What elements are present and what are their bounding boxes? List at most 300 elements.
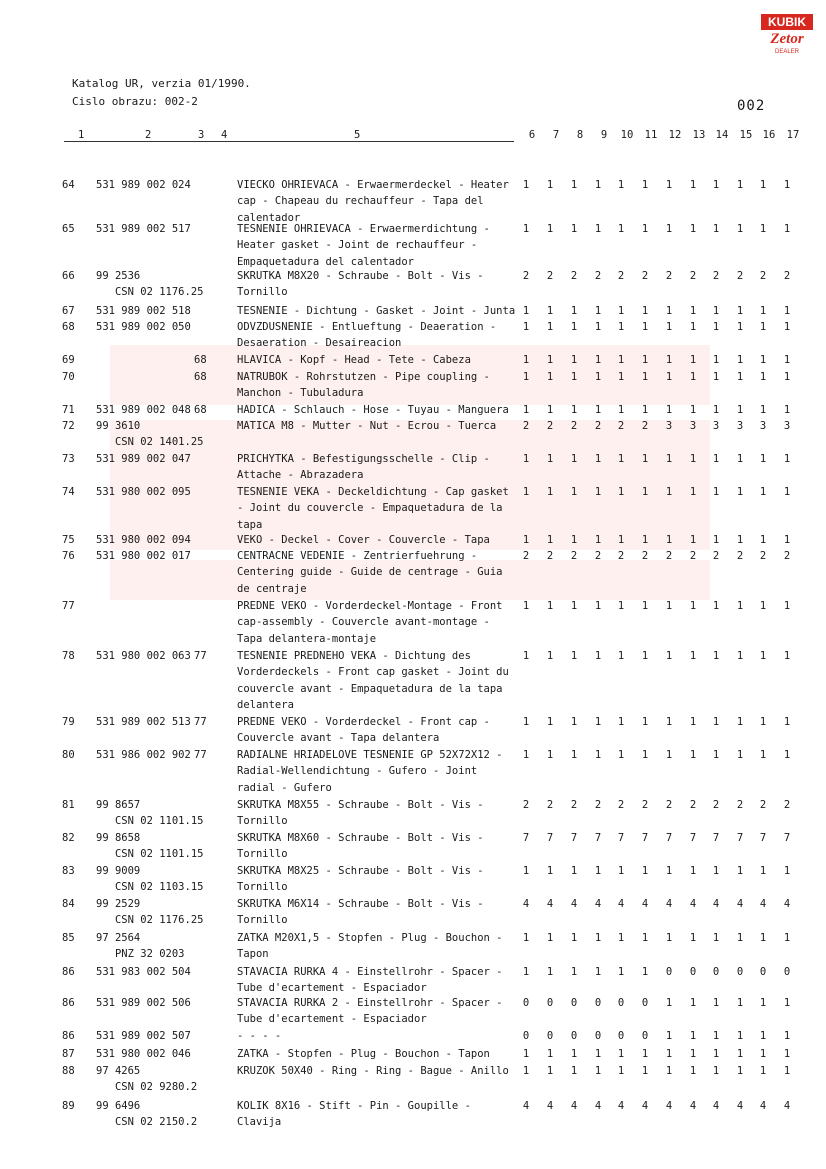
quantity-cell: 7 [665, 832, 673, 844]
quantity-cell: 4 [546, 898, 554, 910]
part-number: 99 2529 CSN 02 1176.25 [96, 898, 204, 927]
quantity-cell: 1 [522, 650, 530, 662]
quantity-cell: 1 [617, 600, 625, 612]
part-description: SKRUTKA M8X20 - Schraube - Bolt - Vis - Tornillo [237, 270, 484, 299]
quantity-cell: 2 [594, 270, 602, 282]
quantity-cell: 1 [759, 179, 767, 191]
part-description: VIECKO OHRIEVACA - Erwaermerdeckel - Heater cap - Chapeau du rechauffeur - Tapa del calentador [237, 179, 509, 224]
quantity-cell: 1 [783, 716, 791, 728]
quantity-cell: 1 [522, 179, 530, 191]
quantity-cell: 1 [641, 749, 649, 761]
quantity-cell: 1 [522, 371, 530, 383]
quantity-cell: 1 [759, 650, 767, 662]
quantity-cell: 3 [712, 420, 720, 432]
quantity-cell: 1 [689, 650, 697, 662]
position-number: 77 [62, 600, 75, 612]
quantity-cell: 1 [736, 404, 744, 416]
part-number: 531 980 002 094 [96, 534, 191, 546]
part-description: ODVZDUSNENIE - Entlueftung - Deaeration - Desaeration - Desaireacion [237, 321, 497, 350]
quantity-cell: 4 [689, 898, 697, 910]
quantity-cell: 1 [665, 997, 673, 1009]
quantity-cell: 1 [546, 966, 554, 978]
quantity-cell: 1 [665, 716, 673, 728]
quantity-cell: 1 [712, 321, 720, 333]
part-description: TESNENIE PREDNEHO VEKA - Dichtung des Vorderdeckels - Front cap gasket - Joint du couvercle avant - Empaquetadura de la tapa delantera [237, 650, 509, 711]
quantity-cell: 7 [783, 832, 791, 844]
quantity-cell: 2 [759, 550, 767, 562]
quantity-cell: 1 [546, 865, 554, 877]
quantity-cell: 1 [759, 600, 767, 612]
quantity-cell: 1 [546, 650, 554, 662]
quantity-cell: 1 [570, 453, 578, 465]
quantity-cell: 1 [783, 179, 791, 191]
col-3-label: 3 [198, 129, 205, 141]
quantity-cell: 2 [570, 420, 578, 432]
quantity-cell: 1 [522, 354, 530, 366]
part-number: 531 989 002 518 [96, 305, 191, 317]
part-description: PREDNE VEKO - Vorderdeckel-Montage - Front cap-assembly - Couvercle avant-montage - Tapa delantera-montaje [237, 600, 503, 645]
quantity-cell: 1 [617, 865, 625, 877]
assembly-reference: 77 [194, 650, 207, 662]
position-number: 86 [62, 966, 75, 978]
quantity-cell: 7 [641, 832, 649, 844]
quantity-cell: 1 [665, 1030, 673, 1042]
quantity-cell: 2 [712, 799, 720, 811]
col-5-label: 5 [354, 129, 361, 141]
quantity-cell: 1 [759, 1065, 767, 1077]
quantity-cell: 2 [522, 420, 530, 432]
quantity-cell: 1 [594, 321, 602, 333]
part-number: 99 3610 CSN 02 1401.25 [96, 420, 204, 449]
position-number: 89 [62, 1100, 75, 1112]
quantity-cell: 1 [783, 404, 791, 416]
quantity-cell: 0 [783, 966, 791, 978]
quantity-cell: 1 [759, 716, 767, 728]
quantity-cell: 1 [689, 997, 697, 1009]
quantity-cell: 1 [665, 1048, 673, 1060]
quantity-cell: 1 [689, 404, 697, 416]
part-description: HLAVICA - Kopf - Head - Tete - Cabeza [237, 354, 471, 366]
position-number: 73 [62, 453, 75, 465]
quantity-cell: 2 [522, 799, 530, 811]
part-description: - - - - [237, 1030, 282, 1042]
quantity-cell: 1 [736, 486, 744, 498]
quantity-cell: 1 [546, 305, 554, 317]
quantity-cell: 1 [736, 321, 744, 333]
quantity-cell: 0 [759, 966, 767, 978]
part-description: KOLIK 8X16 - Stift - Pin - Goupille - Clavija [237, 1100, 471, 1129]
quantity-cell: 0 [570, 1030, 578, 1042]
quantity-cell: 1 [570, 1048, 578, 1060]
quantity-cell: 1 [641, 404, 649, 416]
quantity-cell: 1 [522, 716, 530, 728]
quantity-cell: 1 [570, 534, 578, 546]
quantity-cell: 1 [546, 486, 554, 498]
quantity-cell: 1 [759, 453, 767, 465]
quantity-cell: 1 [736, 534, 744, 546]
quantity-cell: 1 [594, 650, 602, 662]
quantity-cell: 1 [570, 179, 578, 191]
quantity-cell: 1 [617, 404, 625, 416]
quantity-cell: 7 [570, 832, 578, 844]
quantity-cell: 1 [689, 453, 697, 465]
part-number: 97 4265 CSN 02 9280.2 [96, 1065, 198, 1094]
quantity-cell: 4 [712, 1100, 720, 1112]
quantity-cell: 2 [522, 270, 530, 282]
quantity-cell: 1 [689, 749, 697, 761]
quantity-cell: 1 [783, 321, 791, 333]
quantity-cell: 1 [641, 321, 649, 333]
quantity-cell: 1 [712, 1065, 720, 1077]
quantity-cell: 1 [689, 1048, 697, 1060]
quantity-cell: 1 [712, 1048, 720, 1060]
quantity-cell: 2 [759, 270, 767, 282]
quantity-cell: 1 [712, 486, 720, 498]
quantity-cell: 1 [736, 650, 744, 662]
quantity-cell: 1 [522, 966, 530, 978]
position-number: 69 [62, 354, 75, 366]
quantity-cell: 2 [546, 550, 554, 562]
quantity-cell: 1 [712, 305, 720, 317]
quantity-cell: 1 [522, 321, 530, 333]
quantity-cell: 7 [689, 832, 697, 844]
quantity-cell: 1 [617, 371, 625, 383]
quantity-cell: 1 [712, 223, 720, 235]
part-number: 99 8658 CSN 02 1101.15 [96, 832, 204, 861]
quantity-cell: 1 [783, 1048, 791, 1060]
quantity-cell: 1 [736, 354, 744, 366]
quantity-cell: 1 [665, 453, 673, 465]
quantity-cell: 4 [759, 1100, 767, 1112]
quantity-cell: 7 [522, 832, 530, 844]
quantity-cell: 1 [736, 600, 744, 612]
quantity-cell: 0 [594, 1030, 602, 1042]
quantity-cell: 1 [546, 600, 554, 612]
quantity-cell: 1 [665, 932, 673, 944]
quantity-cell: 1 [546, 453, 554, 465]
quantity-cell: 1 [570, 486, 578, 498]
quantity-cell: 1 [665, 865, 673, 877]
col-1-label: 1 [78, 129, 85, 141]
quantity-cell: 4 [759, 898, 767, 910]
quantity-cell: 2 [712, 270, 720, 282]
qty-col-label: 16 [762, 129, 776, 141]
quantity-cell: 2 [546, 799, 554, 811]
quantity-cell: 1 [594, 534, 602, 546]
quantity-cell: 2 [665, 550, 673, 562]
quantity-cell: 4 [594, 898, 602, 910]
quantity-cell: 0 [736, 966, 744, 978]
part-description: SKRUTKA M8X55 - Schraube - Bolt - Vis - Tornillo [237, 799, 484, 828]
quantity-cell: 0 [594, 997, 602, 1009]
part-description: PRICHYTKA - Befestigungsschelle - Clip - Attache - Abrazadera [237, 453, 490, 482]
part-number: 531 989 002 507 [96, 1030, 191, 1042]
quantity-cell: 1 [570, 650, 578, 662]
part-description: SKRUTKA M8X60 - Schraube - Bolt - Vis - Tornillo [237, 832, 484, 861]
quantity-cell: 1 [594, 865, 602, 877]
quantity-cell: 1 [689, 1065, 697, 1077]
quantity-cell: 1 [546, 1048, 554, 1060]
quantity-cell: 1 [783, 1030, 791, 1042]
quantity-cell: 1 [783, 305, 791, 317]
quantity-cell: 1 [522, 865, 530, 877]
quantity-cell: 1 [546, 1065, 554, 1077]
quantity-cell: 1 [736, 997, 744, 1009]
position-number: 64 [62, 179, 75, 191]
quantity-cell: 1 [665, 404, 673, 416]
quantity-cell: 1 [689, 600, 697, 612]
part-description: STAVACIA RURKA 4 - Einstellrohr - Spacer - Tube d'ecartement - Espaciador [237, 966, 503, 995]
quantity-cell: 2 [570, 550, 578, 562]
assembly-reference: 77 [194, 749, 207, 761]
quantity-cell: 1 [689, 371, 697, 383]
quantity-cell: 1 [594, 179, 602, 191]
quantity-cell: 1 [712, 404, 720, 416]
quantity-cell: 2 [546, 420, 554, 432]
quantity-cell: 1 [641, 305, 649, 317]
quantity-cell: 1 [712, 600, 720, 612]
quantity-cell: 4 [736, 1100, 744, 1112]
part-description: ZATKA - Stopfen - Plug - Bouchon - Tapon [237, 1048, 490, 1060]
quantity-cell: 2 [594, 550, 602, 562]
quantity-cell: 7 [759, 832, 767, 844]
position-number: 65 [62, 223, 75, 235]
position-number: 87 [62, 1048, 75, 1060]
quantity-cell: 4 [783, 898, 791, 910]
quantity-cell: 1 [736, 1048, 744, 1060]
quantity-cell: 1 [736, 453, 744, 465]
quantity-cell: 0 [665, 966, 673, 978]
quantity-cell: 1 [594, 749, 602, 761]
quantity-cell: 1 [570, 749, 578, 761]
quantity-cell: 0 [522, 997, 530, 1009]
quantity-cell: 3 [736, 420, 744, 432]
quantity-cell: 1 [570, 404, 578, 416]
quantity-cell: 4 [712, 898, 720, 910]
quantity-cell: 1 [546, 179, 554, 191]
quantity-cell: 1 [617, 305, 625, 317]
quantity-cell: 1 [546, 371, 554, 383]
part-number: 531 989 002 050 [96, 321, 191, 333]
quantity-cell: 1 [712, 865, 720, 877]
quantity-cell: 1 [712, 179, 720, 191]
quantity-cell: 1 [594, 486, 602, 498]
quantity-cell: 1 [689, 179, 697, 191]
quantity-cell: 1 [759, 305, 767, 317]
page-code: 002 [737, 98, 766, 114]
part-number: 531 989 002 048 [96, 404, 191, 416]
quantity-cell: 1 [522, 600, 530, 612]
quantity-cell: 4 [522, 1100, 530, 1112]
quantity-cell: 1 [665, 179, 673, 191]
quantity-cell: 1 [546, 716, 554, 728]
assembly-reference: 77 [194, 716, 207, 728]
quantity-cell: 1 [641, 1065, 649, 1077]
quantity-cell: 1 [759, 997, 767, 1009]
quantity-cell: 2 [641, 420, 649, 432]
part-number: 99 2536 CSN 02 1176.25 [96, 270, 204, 299]
quantity-cell: 1 [617, 932, 625, 944]
quantity-cell: 1 [736, 749, 744, 761]
quantity-cell: 1 [665, 354, 673, 366]
quantity-cell: 1 [594, 600, 602, 612]
quantity-cell: 1 [546, 354, 554, 366]
quantity-cell: 2 [689, 799, 697, 811]
quantity-cell: 1 [594, 966, 602, 978]
quantity-cell: 1 [570, 371, 578, 383]
quantity-cell: 1 [546, 534, 554, 546]
quantity-cell: 4 [546, 1100, 554, 1112]
quantity-cell: 1 [759, 932, 767, 944]
part-description: SKRUTKA M6X14 - Schraube - Bolt - Vis - Tornillo [237, 898, 484, 927]
position-number: 71 [62, 404, 75, 416]
quantity-cell: 1 [736, 932, 744, 944]
quantity-cell: 1 [617, 453, 625, 465]
quantity-cell: 1 [665, 486, 673, 498]
quantity-cell: 1 [594, 1048, 602, 1060]
quantity-cell: 4 [641, 1100, 649, 1112]
quantity-cell: 4 [570, 898, 578, 910]
quantity-cell: 1 [783, 865, 791, 877]
header-rule [64, 141, 514, 142]
quantity-cell: 0 [522, 1030, 530, 1042]
quantity-cell: 1 [759, 486, 767, 498]
quantity-cell: 1 [783, 1065, 791, 1077]
quantity-cell: 1 [783, 371, 791, 383]
part-number: 531 983 002 504 [96, 966, 191, 978]
quantity-cell: 1 [665, 534, 673, 546]
col-2-label: 2 [145, 129, 152, 141]
quantity-cell: 1 [712, 650, 720, 662]
quantity-cell: 1 [783, 932, 791, 944]
quantity-cell: 0 [570, 997, 578, 1009]
position-number: 75 [62, 534, 75, 546]
quantity-cell: 1 [736, 1065, 744, 1077]
quantity-cell: 2 [759, 799, 767, 811]
quantity-cell: 1 [783, 534, 791, 546]
quantity-cell: 1 [570, 932, 578, 944]
position-number: 86 [62, 1030, 75, 1042]
quantity-cell: 1 [594, 716, 602, 728]
quantity-cell: 1 [641, 1048, 649, 1060]
quantity-cell: 2 [641, 550, 649, 562]
position-number: 88 [62, 1065, 75, 1077]
quantity-cell: 0 [689, 966, 697, 978]
quantity-cell: 7 [594, 832, 602, 844]
quantity-cell: 1 [665, 1065, 673, 1077]
quantity-cell: 1 [641, 865, 649, 877]
position-number: 72 [62, 420, 75, 432]
quantity-cell: 1 [570, 223, 578, 235]
quantity-cell: 1 [617, 716, 625, 728]
quantity-cell: 7 [546, 832, 554, 844]
quantity-cell: 1 [617, 179, 625, 191]
quantity-cell: 4 [617, 1100, 625, 1112]
part-description: MATICA M8 - Mutter - Nut - Ecrou - Tuerca [237, 420, 497, 432]
quantity-cell: 1 [759, 404, 767, 416]
qty-col-label: 14 [715, 129, 729, 141]
quantity-cell: 3 [665, 420, 673, 432]
quantity-cell: 1 [712, 534, 720, 546]
quantity-cell: 1 [736, 865, 744, 877]
quantity-cell: 1 [617, 534, 625, 546]
quantity-cell: 0 [641, 997, 649, 1009]
quantity-cell: 2 [522, 550, 530, 562]
quantity-cell: 1 [570, 600, 578, 612]
quantity-cell: 2 [736, 799, 744, 811]
quantity-cell: 1 [617, 749, 625, 761]
quantity-cell: 0 [712, 966, 720, 978]
col-4-label: 4 [221, 129, 228, 141]
quantity-cell: 0 [617, 997, 625, 1009]
quantity-cell: 1 [759, 1048, 767, 1060]
position-number: 80 [62, 749, 75, 761]
quantity-cell: 2 [617, 550, 625, 562]
quantity-cell: 1 [783, 749, 791, 761]
logo-sub: Zetor [770, 31, 804, 47]
quantity-cell: 2 [570, 270, 578, 282]
quantity-cell: 1 [759, 749, 767, 761]
qty-col-label: 8 [576, 129, 584, 141]
quantity-cell: 1 [759, 534, 767, 546]
part-number: 531 989 002 506 [96, 997, 191, 1009]
quantity-cell: 2 [641, 270, 649, 282]
quantity-cell: 1 [783, 223, 791, 235]
quantity-cell: 1 [522, 223, 530, 235]
quantity-cell: 1 [712, 1030, 720, 1042]
quantity-cell: 2 [783, 550, 791, 562]
quantity-cell: 1 [617, 354, 625, 366]
position-number: 83 [62, 865, 75, 877]
quantity-cell: 4 [570, 1100, 578, 1112]
part-description: RADIALNE HRIADELOVE TESNENIE GP 52X72X12 - Radial-Wellendichtung - Gufero - Joint radial - Gufero [237, 749, 503, 794]
part-number: 531 980 002 063 [96, 650, 191, 662]
quantity-cell: 1 [617, 486, 625, 498]
part-description: STAVACIA RURKA 2 - Einstellrohr - Spacer - Tube d'ecartement - Espaciador [237, 997, 503, 1026]
quantity-cell: 1 [522, 404, 530, 416]
quantity-cell: 1 [546, 749, 554, 761]
position-number: 84 [62, 898, 75, 910]
assembly-reference: 68 [194, 371, 207, 383]
assembly-reference: 68 [194, 354, 207, 366]
quantity-cell: 2 [641, 799, 649, 811]
quantity-cell: 2 [594, 799, 602, 811]
position-number: 70 [62, 371, 75, 383]
quantity-cell: 1 [570, 354, 578, 366]
qty-col-label: 9 [600, 129, 608, 141]
quantity-cell: 1 [736, 371, 744, 383]
quantity-cell: 1 [522, 453, 530, 465]
quantity-cell: 2 [617, 799, 625, 811]
quantity-cell: 1 [594, 404, 602, 416]
quantity-cell: 1 [641, 179, 649, 191]
quantity-cell: 1 [594, 354, 602, 366]
quantity-cell: 1 [665, 650, 673, 662]
quantity-cell: 4 [689, 1100, 697, 1112]
quantity-cell: 1 [689, 932, 697, 944]
quantity-cell: 1 [522, 534, 530, 546]
quantity-cell: 1 [759, 223, 767, 235]
quantity-cell: 2 [546, 270, 554, 282]
quantity-cell: 1 [570, 305, 578, 317]
quantity-cell: 1 [641, 486, 649, 498]
quantity-cell: 2 [689, 270, 697, 282]
quantity-cell: 1 [689, 354, 697, 366]
quantity-cell: 1 [570, 716, 578, 728]
quantity-cell: 1 [689, 534, 697, 546]
quantity-cell: 4 [665, 1100, 673, 1112]
quantity-cell: 2 [617, 420, 625, 432]
